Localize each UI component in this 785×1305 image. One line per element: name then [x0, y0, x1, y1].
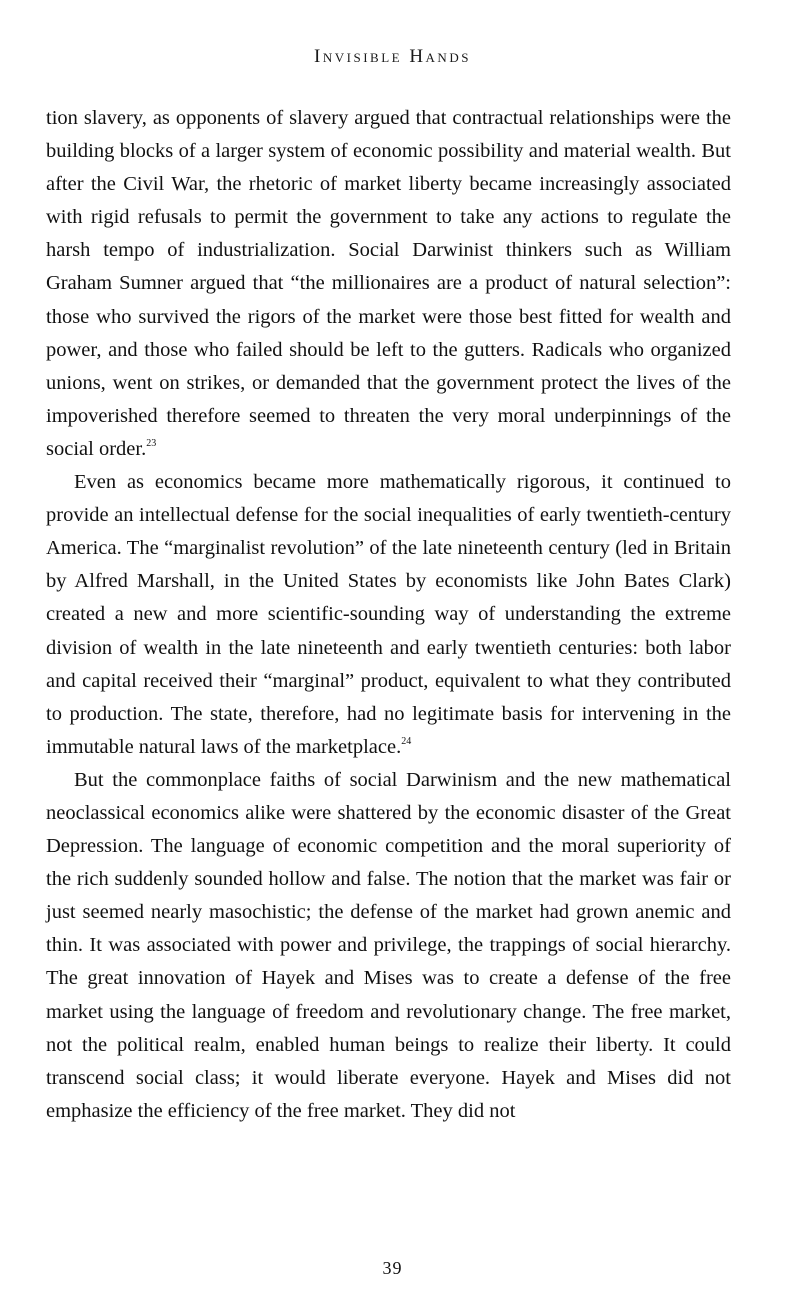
page-number: 39: [382, 1258, 403, 1278]
footnote-marker: 24: [401, 735, 412, 747]
paragraph-text: But the commonplace faiths of social Darwinism and the new mathematical neoclassical economics alike were shattered by the economic disaster of the Great Depression. The language of economic competition and the moral superiority of the rich suddenly sounded hollow and false. The notion that the market was fair or just seemed nearly masochistic; the defense of the market had grown anemic and thin. It was associated with power and privilege, the trappings of social hierarchy. The great innovation of Hayek and Mises was to create a defense of the free market using the language of freedom and revolutionary change. The free market, not the political realm, enabled human beings to realize their liberty. It could transcend social class; it would liberate everyone. Hayek and Mises did not emphasize the efficiency of the free market. They did not: [46, 768, 731, 1122]
paragraph: [46, 764, 731, 1128]
paragraph: [46, 466, 731, 764]
paragraph-text: tion slavery, as opponents of slavery argued that contractual relationships were the building blocks of a larger system of economic possibility and material wealth. But after the Civil War, the rhetoric of market liberty became increasingly associated with rigid refusals to permit the government to take any actions to regulate the harsh tempo of industrialization. Social Darwinist thinkers such as William Graham Sumner argued that “the millionaires are a product of natural selection”: those who survived the rigors of the market were those best fitted for wealth and power, and those who failed should be left to the gutters. Radicals who organized unions, went on strikes, or demanded that the government protect the lives of the impoverished therefore seemed to threaten the very moral underpinnings of the social order.: [46, 107, 731, 460]
paragraph-text: Even as economics became more mathematically rigorous, it continued to provide an intellectual defense for the social inequalities of early twentieth-century America. The “marginalist revolution” of the late nineteenth century (led in Britain by Alfred Marshall, in the United States by economists like John Bates Clark) created a new and more scientific-sounding way of understanding the extreme division of wealth in the late nineteenth and early twentieth centuries: both labor and capital received their “marginal” product, equivalent to what they contributed to production. The state, therefore, had no legitimate basis for intervening in the immutable natural laws of the marketplace.: [46, 471, 731, 758]
running-head-title: Invisible Hands: [314, 46, 471, 67]
footnote-marker: 23: [146, 437, 157, 449]
paragraph-continued: [46, 102, 731, 466]
body-text: [46, 102, 731, 1128]
